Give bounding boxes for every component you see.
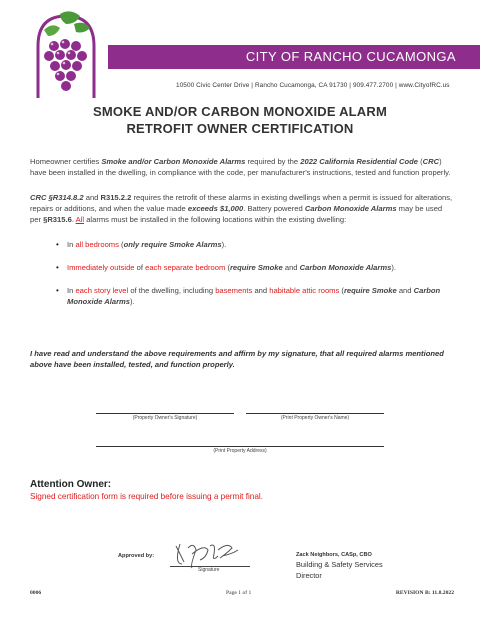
code-requirements-paragraph: CRC §R314.8.2 and R315.2.2 requires the retrofit of these alarms in existing dwellings when a permit is issued for alterations, repairs or additions, and when the value made exceeds $1,000. Battery powered Carbon Monoxide Alarms may be used per §R315.6. All alarms must be installed in the following locations within the existing dwelling: (30, 193, 453, 224)
city-address: 10500 Civic Center Drive | Rancho Cucamonga, CA 91730 | 909.477.2700 | www.CityofRC.us (176, 82, 450, 89)
official-department: Building & Safety Services (296, 560, 383, 569)
list-item-story-level: • In each story level of the dwelling, including basements and habitable attic rooms (require Smoke and Carbon Monoxide Alarms). (56, 285, 456, 307)
owner-signature-field[interactable] (96, 413, 234, 414)
property-address-label: (Print Property Address) (213, 448, 267, 454)
owner-signature-label: (Property Owner's Signature) (132, 415, 198, 421)
attention-note: Signed certification form is required before issuing a permit final. (30, 492, 263, 501)
attention-heading: Attention Owner: (30, 479, 112, 490)
property-address-field[interactable] (96, 446, 384, 447)
signature-caption: Signature (198, 567, 220, 573)
form-number: 0006 (30, 590, 42, 596)
certification-paragraph: Homeowner certifies Smoke and/or Carbon Monoxide Alarms required by the 2022 California Residential Code (CRC) have been installed in the dwelling, in compliance with the code, per manufacturer's instructions, tested and function properly. (30, 157, 451, 177)
document-title: SMOKE AND/OR CARBON MONOXIDE ALARM (93, 104, 387, 119)
owner-name-label: (Print Property Owner's Name) (280, 415, 350, 421)
affirmation-statement: I have read and understand the above requirements and affirm by my signature, that all required alarms mentioned above have been installed, tested, and function properly. (30, 349, 444, 369)
approved-by-label: Approved by: (118, 553, 155, 559)
owner-name-field[interactable] (246, 413, 384, 414)
document-subtitle: RETROFIT OWNER CERTIFICATION (126, 121, 354, 136)
list-item-outside-bedroom: • Immediately outside of each separate bedroom (require Smoke and Carbon Monoxide Alarms). (56, 262, 456, 273)
official-name: Zack Neighbors, CASp, CBO (296, 552, 372, 558)
city-name: CITY OF RANCHO CUCAMONGA (245, 49, 456, 64)
header-bar (108, 45, 480, 69)
list-item-bedrooms: • In all bedrooms (only require Smoke Alarms). (56, 239, 456, 250)
page-number: Page 1 of 1 (226, 590, 252, 596)
official-block (296, 551, 383, 581)
city-logo-icon (30, 10, 102, 100)
official-role: Director (296, 571, 322, 580)
revision-label: REVISION B: 11.8.2022 (395, 590, 454, 596)
